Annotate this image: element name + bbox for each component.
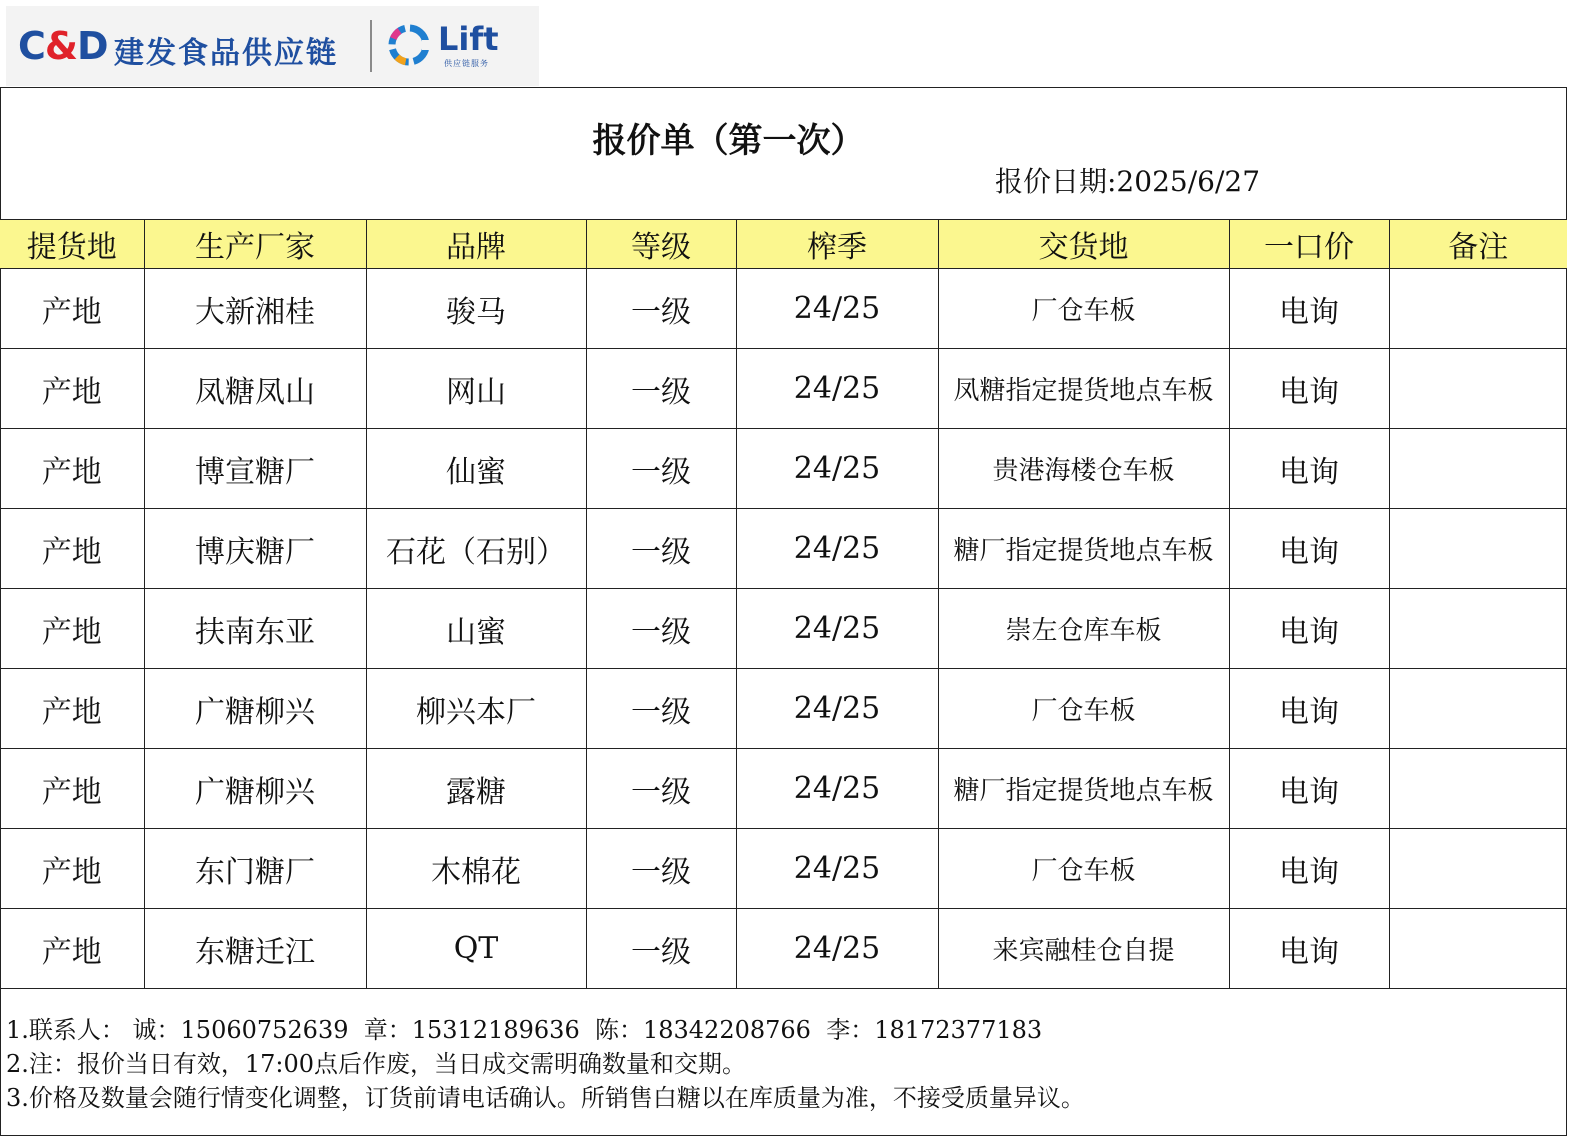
cell-manufacturer: 凤糖凤山 (144, 349, 366, 429)
cell-delivery: 糖厂指定提货地点车板 (938, 749, 1229, 829)
cell-pickup: 产地 (0, 909, 144, 989)
cell-price: 电询 (1229, 269, 1389, 349)
cell-manufacturer: 东门糖厂 (144, 829, 366, 909)
cell-price: 电询 (1229, 589, 1389, 669)
cell-delivery: 凤糖指定提货地点车板 (938, 349, 1229, 429)
cell-season: 24/25 (736, 669, 938, 749)
cell-grade: 一级 (586, 589, 736, 669)
cd-logo-mark: C&D (18, 24, 108, 68)
cell-brand: 山蜜 (366, 589, 586, 669)
cell-delivery: 糖厂指定提货地点车板 (938, 509, 1229, 589)
cell-pickup: 产地 (0, 269, 144, 349)
cell-remarks (1389, 909, 1567, 989)
cell-price: 电询 (1229, 749, 1389, 829)
cell-delivery: 厂仓车板 (938, 829, 1229, 909)
cell-brand: 仙蜜 (366, 429, 586, 509)
cell-season: 24/25 (736, 269, 938, 349)
column-header-pickup: 提货地 (0, 220, 144, 269)
lift-ring-icon (386, 22, 432, 68)
cell-pickup: 产地 (0, 509, 144, 589)
cell-remarks (1389, 269, 1567, 349)
cell-pickup: 产地 (0, 349, 144, 429)
column-header-grade: 等级 (586, 220, 736, 269)
cell-brand: 柳兴本厂 (366, 669, 586, 749)
cell-manufacturer: 扶南东亚 (144, 589, 366, 669)
table-row (0, 349, 1567, 429)
cell-delivery: 厂仓车板 (938, 669, 1229, 749)
table-row (0, 589, 1567, 669)
page-title: 报价单（第一次） (592, 121, 865, 161)
table-row (0, 669, 1567, 749)
cell-brand: 木棉花 (366, 829, 586, 909)
cell-grade: 一级 (586, 349, 736, 429)
cell-grade: 一级 (586, 669, 736, 749)
cell-price: 电询 (1229, 429, 1389, 509)
company-logo-banner (6, 6, 539, 86)
table-row (0, 509, 1567, 589)
cell-remarks (1389, 509, 1567, 589)
cell-price: 电询 (1229, 669, 1389, 749)
cell-pickup: 产地 (0, 669, 144, 749)
cell-manufacturer: 东糖迁江 (144, 909, 366, 989)
brand-name: 建发食品供应链 (114, 36, 338, 71)
cell-manufacturer: 广糖柳兴 (144, 749, 366, 829)
cell-price: 电询 (1229, 509, 1389, 589)
cell-pickup: 产地 (0, 429, 144, 509)
cell-grade: 一级 (586, 829, 736, 909)
cell-delivery: 厂仓车板 (938, 269, 1229, 349)
quote-table (0, 219, 1567, 989)
cell-remarks (1389, 749, 1567, 829)
table-row (0, 269, 1567, 349)
cell-season: 24/25 (736, 749, 938, 829)
column-header-remarks: 备注 (1389, 220, 1567, 269)
cell-remarks (1389, 669, 1567, 749)
partner-name: Lift (438, 20, 499, 58)
column-header-manufacturer: 生产厂家 (144, 220, 366, 269)
cell-remarks (1389, 829, 1567, 909)
cell-delivery: 贵港海楼仓车板 (938, 429, 1229, 509)
cell-brand: 石花（石别） (366, 509, 586, 589)
table-row (0, 749, 1567, 829)
quote-date: 报价日期:2025/6/27 (995, 165, 1261, 198)
cell-grade: 一级 (586, 269, 736, 349)
cell-season: 24/25 (736, 589, 938, 669)
logo-divider (370, 20, 372, 72)
cell-season: 24/25 (736, 829, 938, 909)
cell-grade: 一级 (586, 909, 736, 989)
cell-brand: QT (366, 909, 586, 989)
cell-price: 电询 (1229, 829, 1389, 909)
cell-season: 24/25 (736, 429, 938, 509)
partner-subtitle: 供应链服务 (444, 59, 489, 68)
column-header-price: 一口价 (1229, 220, 1389, 269)
table-header-row (0, 220, 1567, 269)
cell-manufacturer: 博庆糖厂 (144, 509, 366, 589)
cell-delivery: 来宾融桂仓自提 (938, 909, 1229, 989)
cell-pickup: 产地 (0, 589, 144, 669)
column-header-season: 榨季 (736, 220, 938, 269)
cell-manufacturer: 大新湘桂 (144, 269, 366, 349)
cell-grade: 一级 (586, 749, 736, 829)
cell-pickup: 产地 (0, 749, 144, 829)
cell-manufacturer: 广糖柳兴 (144, 669, 366, 749)
cell-season: 24/25 (736, 509, 938, 589)
cell-brand: 网山 (366, 349, 586, 429)
cell-price: 电询 (1229, 349, 1389, 429)
cell-grade: 一级 (586, 429, 736, 509)
column-header-delivery: 交货地 (938, 220, 1229, 269)
cell-remarks (1389, 429, 1567, 509)
table-row (0, 829, 1567, 909)
cell-price: 电询 (1229, 909, 1389, 989)
cell-season: 24/25 (736, 349, 938, 429)
cell-brand: 骏马 (366, 269, 586, 349)
cell-pickup: 产地 (0, 829, 144, 909)
cell-remarks (1389, 589, 1567, 669)
cell-remarks (1389, 349, 1567, 429)
note-validity: 2.注：报价当日有效，17:00点后作废，当日成交需明确数量和交期。 (6, 1050, 747, 1078)
cell-grade: 一级 (586, 509, 736, 589)
cell-manufacturer: 博宣糖厂 (144, 429, 366, 509)
table-row (0, 909, 1567, 989)
note-contacts: 1.联系人： 诚：15060752639 章：15312189636 陈：18342208766 李：18172377183 (6, 1016, 1043, 1044)
cell-brand: 露糖 (366, 749, 586, 829)
column-header-brand: 品牌 (366, 220, 586, 269)
note-price-disclaimer: 3.价格及数量会随行情变化调整，订货前请电话确认。所销售白糖以在库质量为准，不接受质量异议。 (6, 1084, 1085, 1112)
table-row (0, 429, 1567, 509)
footer-notes (6, 1013, 1085, 1115)
cell-season: 24/25 (736, 909, 938, 989)
cell-delivery: 崇左仓库车板 (938, 589, 1229, 669)
